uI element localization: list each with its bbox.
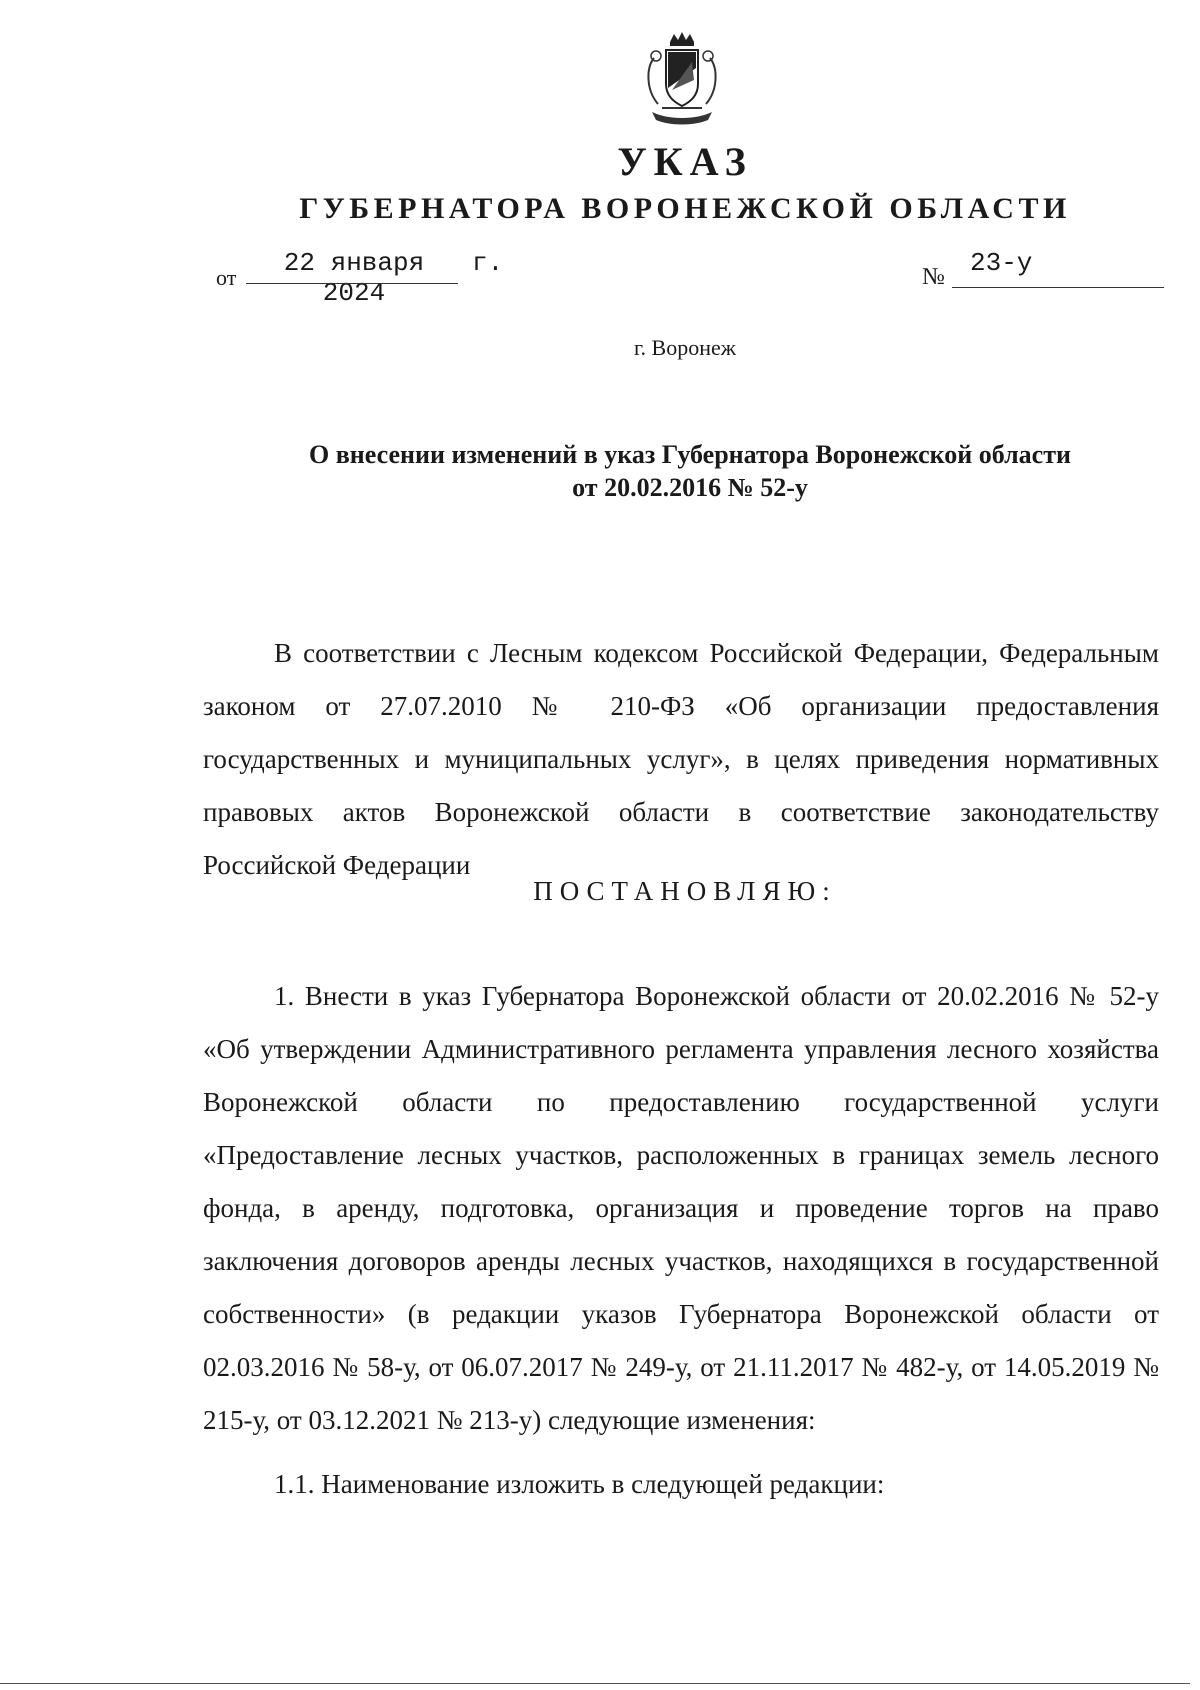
issuer-title: ГУБЕРНАТОРА ВОРОНЕЖСКОЙ ОБЛАСТИ: [299, 192, 1071, 225]
document-title-line-1: О внесении изменений в указ Губернатора Воронежской области: [309, 440, 1071, 469]
page-bottom-rule: [0, 1683, 1190, 1684]
date-prefix: от: [216, 265, 237, 290]
number-prefix: №: [922, 264, 945, 290]
document-title: [220, 438, 1160, 504]
document-number: 23-у: [970, 248, 1033, 278]
date-suffix: г.: [472, 248, 504, 278]
decree-word: ПОСТАНОВЛЯЮ:: [533, 876, 837, 906]
city-label: г. Воронеж: [634, 335, 736, 360]
item-1-paragraph: 1. Внести в указ Губернатора Воронежской области от 20.02.2016 № 52-у «Об утверждении Административного регламента управления лесного хозяйства Воронежской области по предоставлению государственной услуги «Предоставление лесных участков, расположенных в границах земель лесного фонда, в аренду, подготовка, организация и проведение торгов на право заключения договоров аренды лесных участков, находящихся в государственной собственности» (в редакции указов Губернатора Воронежской области от 02.03.2016 № 58-у, от 06.07.2017 № 249-у, от 21.11.2017 № 482-у, от 14.05.2019 № 215-у, от 03.12.2021 № 213-у) следующие изменения:: [203, 981, 1159, 1435]
item-1-1-paragraph: 1.1. Наименование изложить в следующей редакции:: [274, 1469, 885, 1499]
date-underline: [246, 283, 458, 284]
coat-of-arms-emblem: [632, 28, 732, 128]
number-underline: [952, 287, 1164, 288]
voronezh-coat-of-arms-icon: [632, 28, 732, 128]
preamble-paragraph: В соответствии с Лесным кодексом Российской Федерации, Федеральным законом от 27.07.2010 № 210-ФЗ «Об организации предоставления государственных и муниципальных услуг», в целях приведения нормативных правовых актов Воронежской области в соответствие законодательству Российской Федерации: [203, 638, 1159, 880]
decree-type-title: УКАЗ: [617, 139, 753, 184]
document-title-line-2: от 20.02.2016 № 52-у: [572, 473, 808, 502]
document-date: 22 января 2024: [283, 248, 425, 308]
